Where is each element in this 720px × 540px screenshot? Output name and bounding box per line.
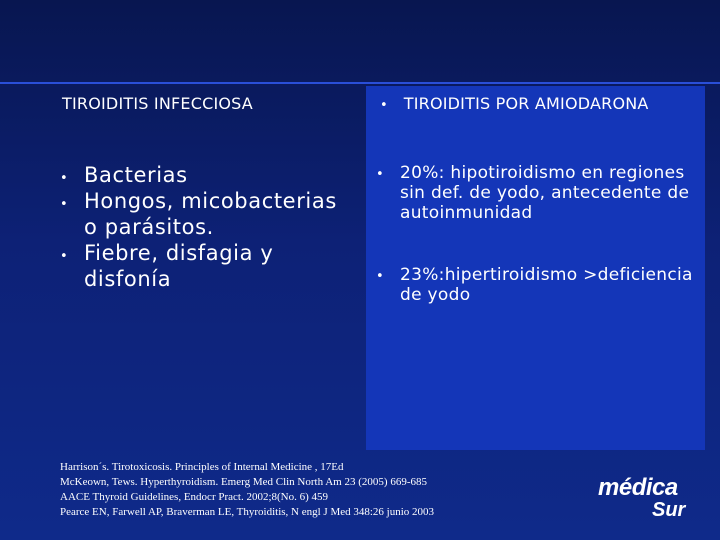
list-item	[60, 162, 340, 188]
bullet-icon: •	[376, 167, 384, 182]
reference-line: Harrison´s. Tirotoxicosis. Principles of Internal Medicine , 17Ed	[60, 461, 344, 473]
left-bullet-list	[60, 162, 340, 292]
list-item	[60, 188, 340, 240]
bullet-icon: •	[60, 171, 69, 186]
logo-top-text: médica	[598, 474, 678, 501]
medica-sur-logo	[598, 476, 702, 522]
right-column-title	[380, 94, 649, 113]
list-item-text: 23%:hipertiroidismo >deficiencia de yodo	[400, 265, 693, 305]
references	[60, 460, 580, 520]
list-item-text: 20%: hipotiroidismo en regiones sin def. de yodo, antecedente de autoinmunidad	[400, 163, 690, 223]
reference-line: McKeown, Tews. Hyperthyroidism. Emerg Med Clin North Am 23 (2005) 669-685	[60, 476, 427, 488]
reference-line: AACE Thyroid Guidelines, Endocr Pract. 2002;8(No. 6) 459	[60, 491, 329, 503]
right-column-title-text: TIROIDITIS POR AMIODARONA	[403, 94, 649, 113]
header-divider	[0, 82, 720, 84]
bullet-icon: •	[60, 197, 69, 212]
logo-bottom-text: Sur	[652, 499, 686, 521]
bullet-icon: •	[376, 269, 384, 284]
reference-line: Pearce EN, Farwell AP, Braverman LE, Thyroiditis, N engl J Med 348:26 junio 2003	[60, 506, 435, 518]
list-item-text: Hongos, micobacterias o parásitos.	[84, 189, 337, 239]
list-item	[60, 240, 340, 292]
list-item-text: Fiebre, disfagia y disfonía	[84, 241, 274, 291]
bullet-icon: •	[380, 98, 388, 113]
list-item	[376, 163, 696, 223]
right-bullet-list	[376, 163, 696, 305]
list-item	[376, 265, 696, 305]
left-column-title: TIROIDITIS INFECCIOSA	[62, 94, 253, 113]
list-item-text: Bacterias	[84, 163, 188, 187]
bullet-icon: •	[60, 249, 69, 264]
